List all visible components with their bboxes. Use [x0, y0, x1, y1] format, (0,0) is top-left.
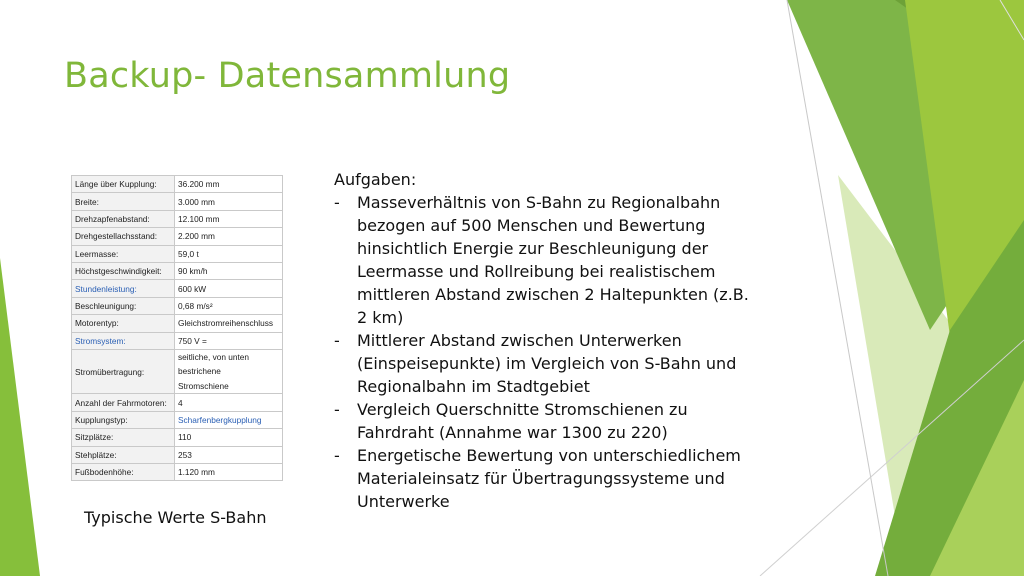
table-row: [72, 349, 283, 394]
spec-key: Breite:: [72, 193, 175, 210]
spec-key: Anzahl der Fahrmotoren:: [72, 394, 175, 411]
spec-key: Kupplungstyp:: [72, 411, 175, 428]
task-line: Energetische Bewertung von unterschiedlichem: [357, 446, 741, 465]
task-list: [334, 191, 784, 513]
spec-key: Sitzplätze:: [72, 429, 175, 446]
spec-key: Drehgestellachsstand:: [72, 228, 175, 245]
spec-value: 0,68 m/s²: [175, 297, 283, 314]
task-line: Materialeinsatz für Übertragungssysteme und: [357, 469, 725, 488]
table-caption: Typische Werte S-Bahn: [84, 508, 267, 527]
task-item: [334, 329, 784, 398]
spec-value-line: Stromschiene: [178, 380, 229, 391]
task-item: [334, 398, 784, 444]
spec-key: Fußbodenhöhe:: [72, 463, 175, 480]
spec-value: 2.200 mm: [175, 228, 283, 245]
spec-key: Länge über Kupplung:: [72, 176, 175, 193]
table-row: [72, 463, 283, 480]
table-row: [72, 280, 283, 297]
spec-value: 4: [175, 394, 283, 411]
spec-value[interactable]: Scharfenbergkupplung: [175, 411, 283, 428]
table-row: [72, 210, 283, 227]
task-dash: -: [334, 331, 340, 350]
task-line: Leermasse und Rollreibung bei realistischem: [357, 262, 716, 281]
table-row: [72, 429, 283, 446]
spec-key: Motorentyp:: [72, 315, 175, 332]
spec-value: 12.100 mm: [175, 210, 283, 227]
spec-value: 36.200 mm: [175, 176, 283, 193]
task-dash: -: [334, 400, 340, 419]
task-line: Masseverhältnis von S-Bahn zu Regionalbahn: [357, 193, 721, 212]
task-item: [334, 191, 784, 329]
spec-key: Beschleunigung:: [72, 297, 175, 314]
task-dash: -: [334, 193, 340, 212]
task-item: [334, 444, 784, 513]
table-row: [72, 411, 283, 428]
spec-value: Gleichstromreihenschluss: [175, 315, 283, 332]
spec-value-line: bestrichene: [178, 366, 221, 377]
task-line: mittleren Abstand zwischen 2 Haltepunkten (z.B.: [357, 285, 749, 304]
spec-value: 600 kW: [175, 280, 283, 297]
spec-key: Drehzapfenabstand:: [72, 210, 175, 227]
spec-table-body: [72, 176, 283, 481]
tasks-block: [334, 168, 784, 513]
slide-title: Backup- Datensammlung: [64, 56, 511, 96]
table-row: [72, 394, 283, 411]
task-line: 2 km): [357, 308, 404, 327]
table-row: [72, 446, 283, 463]
spec-key: Stromübertragung:: [72, 349, 175, 394]
spec-key: Höchstgeschwindigkeit:: [72, 262, 175, 279]
spec-value: 750 V =: [175, 332, 283, 349]
spec-value: 110: [175, 429, 283, 446]
spec-table: [71, 175, 283, 481]
spec-key: Leermasse:: [72, 245, 175, 262]
spec-key: Stehplätze:: [72, 446, 175, 463]
table-row: [72, 262, 283, 279]
task-line: Mittlerer Abstand zwischen Unterwerken: [357, 331, 682, 350]
table-row: [72, 297, 283, 314]
spec-value: 3.000 mm: [175, 193, 283, 210]
task-line: (Einspeisepunkte) im Vergleich von S-Bahn und: [357, 354, 737, 373]
spec-value: 90 km/h: [175, 262, 283, 279]
task-line: Vergleich Querschnitte Stromschienen zu: [357, 400, 688, 419]
task-dash: -: [334, 446, 340, 465]
spec-value: 59,0 t: [175, 245, 283, 262]
spec-key[interactable]: Stromsystem:: [72, 332, 175, 349]
spec-value: [175, 349, 283, 394]
spec-value-line: seitliche, von unten: [178, 351, 250, 362]
table-row: [72, 245, 283, 262]
tasks-heading: Aufgaben:: [334, 170, 417, 189]
task-line: Unterwerke: [357, 492, 450, 511]
table-row: [72, 228, 283, 245]
task-line: hinsichtlich Energie zur Beschleunigung der: [357, 239, 709, 258]
spec-key[interactable]: Stundenleistung:: [72, 280, 175, 297]
spec-value: 1.120 mm: [175, 463, 283, 480]
table-row: [72, 315, 283, 332]
task-line: Regionalbahn im Stadtgebiet: [357, 377, 590, 396]
task-line: Fahrdraht (Annahme war 1300 zu 220): [357, 423, 668, 442]
table-row: [72, 193, 283, 210]
left-green-triangle: [0, 258, 40, 576]
table-row: [72, 332, 283, 349]
table-row: [72, 176, 283, 193]
spec-value: 253: [175, 446, 283, 463]
task-line: bezogen auf 500 Menschen und Bewertung: [357, 216, 706, 235]
